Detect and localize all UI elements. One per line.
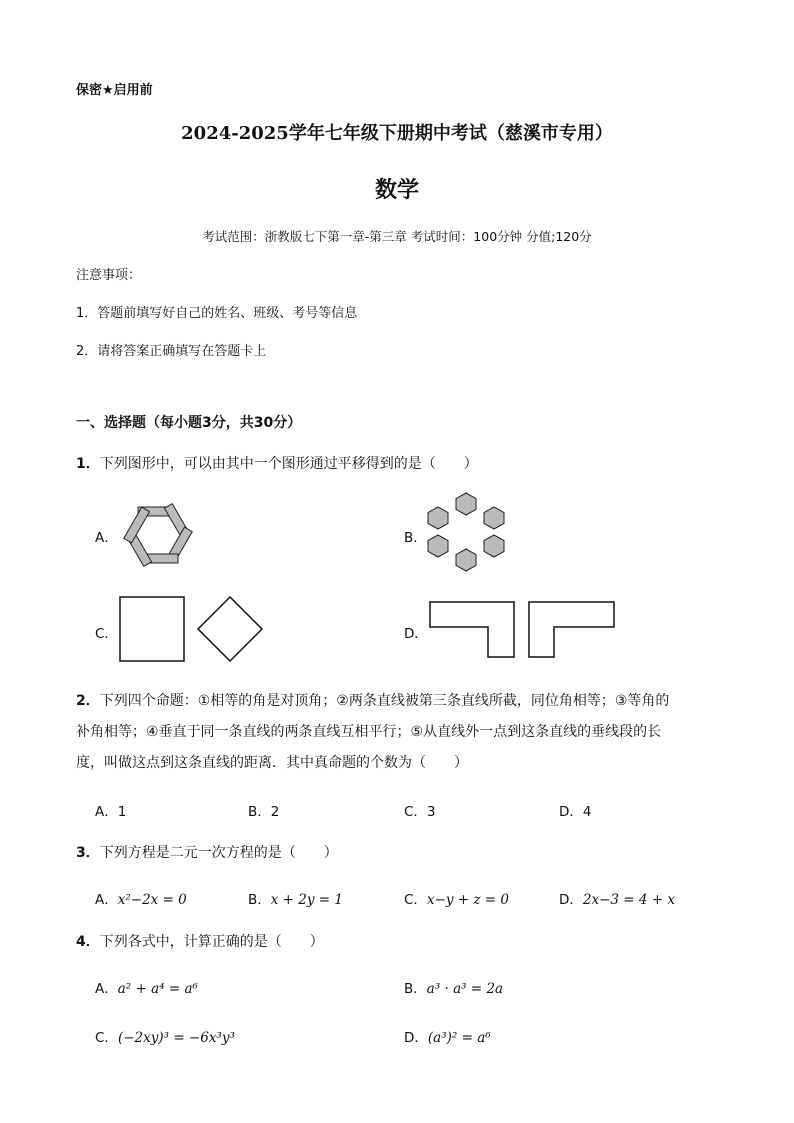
question-number: 4． [76,934,100,950]
option-expression: (−2xy)³ = −6x³y³ [117,1030,235,1046]
question-text-line-2: 补角相等；④垂直于同一条直线的两条直线互相平行；⑤从直线外一点到这条直线的垂线段的长 [76,724,662,740]
option-expression: x²−2x = 0 [117,892,187,908]
question-text-line-3: 度，叫做这点到这条直线的距离．其中真命题的个数为（ ） [76,755,468,771]
q2-option-c: C．3 [404,804,436,820]
exam-info: 考试范围：浙教版七下第一章-第三章 考试时间：100分钟 分值;120分 [202,229,592,244]
q4-option-d [404,1026,491,1046]
question-3 [76,842,338,862]
option-label: D． [404,1030,428,1046]
option-label: A． [95,981,118,997]
question-number: 2． [76,693,100,709]
q4-option-c [95,1026,235,1046]
q1-figure-c-squares [118,594,266,664]
notes-heading: 注意事项： [76,268,142,283]
question-text-line-1: 下列四个命题：①相等的角是对顶角；②两条直线被第三条直线所截，同位角相等；③等角的 [99,693,670,709]
q4-option-a [95,977,198,997]
q3-option-b [248,888,343,908]
option-label: B． [248,892,271,908]
question-text: 下列方程是二元一次方程的是（ ） [99,845,338,861]
option-label: B． [404,981,427,997]
option-expression: (a³)² = a⁶ [427,1030,491,1046]
option-label: A． [95,892,118,908]
option-expression: a³ · a³ = 2a [426,981,504,997]
q3-option-c [404,888,509,908]
option-expression: x + 2y = 1 [270,892,343,908]
option-label: C． [95,1030,118,1046]
question-4 [76,931,324,951]
section-title: 一、选择题（每小题3分，共30分） [76,415,302,431]
q2-option-d: D．4 [559,804,592,820]
question-text: 下列各式中，计算正确的是（ ） [99,934,324,950]
q2-option-a: A．1 [95,804,127,820]
q1-option-b-label: B． [404,530,427,546]
option-expression: a² + a⁴ = a⁶ [117,981,198,997]
q1-figure-d-l-shapes [428,600,618,660]
exam-title: 2024-2025学年七年级下册期中考试（慈溪市专用） [181,123,613,144]
option-label: D． [559,892,583,908]
q1-option-d-label: D． [404,626,428,642]
option-label: C． [404,892,427,908]
q4-option-b [404,977,503,997]
q3-option-a [95,888,187,908]
question-text: 下列图形中，可以由其中一个图形通过平移得到的是（ ） [99,456,478,472]
subject-title: 数学 [374,178,419,203]
question-2 [76,690,669,710]
q1-option-c-label: C． [95,626,118,642]
option-expression: 2x−3 = 4 + x [582,892,676,908]
q3-option-d [559,888,675,908]
question-1 [76,453,478,473]
notes-item-1: 1．答题前填写好自己的姓名、班级、考号等信息 [76,306,358,321]
notes-item-2: 2．请将答案正确填写在答题卡上 [76,344,267,359]
q1-figure-a-rotated-bars [118,500,200,570]
q1-option-a-label: A． [95,530,118,546]
q2-option-b: B．2 [248,804,280,820]
q1-figure-b-hexagon-ring [424,491,514,573]
option-expression: x−y + z = 0 [426,892,509,908]
confidential-label: 保密★启用前 [76,83,153,98]
question-number: 1． [76,456,100,472]
question-number: 3． [76,845,100,861]
